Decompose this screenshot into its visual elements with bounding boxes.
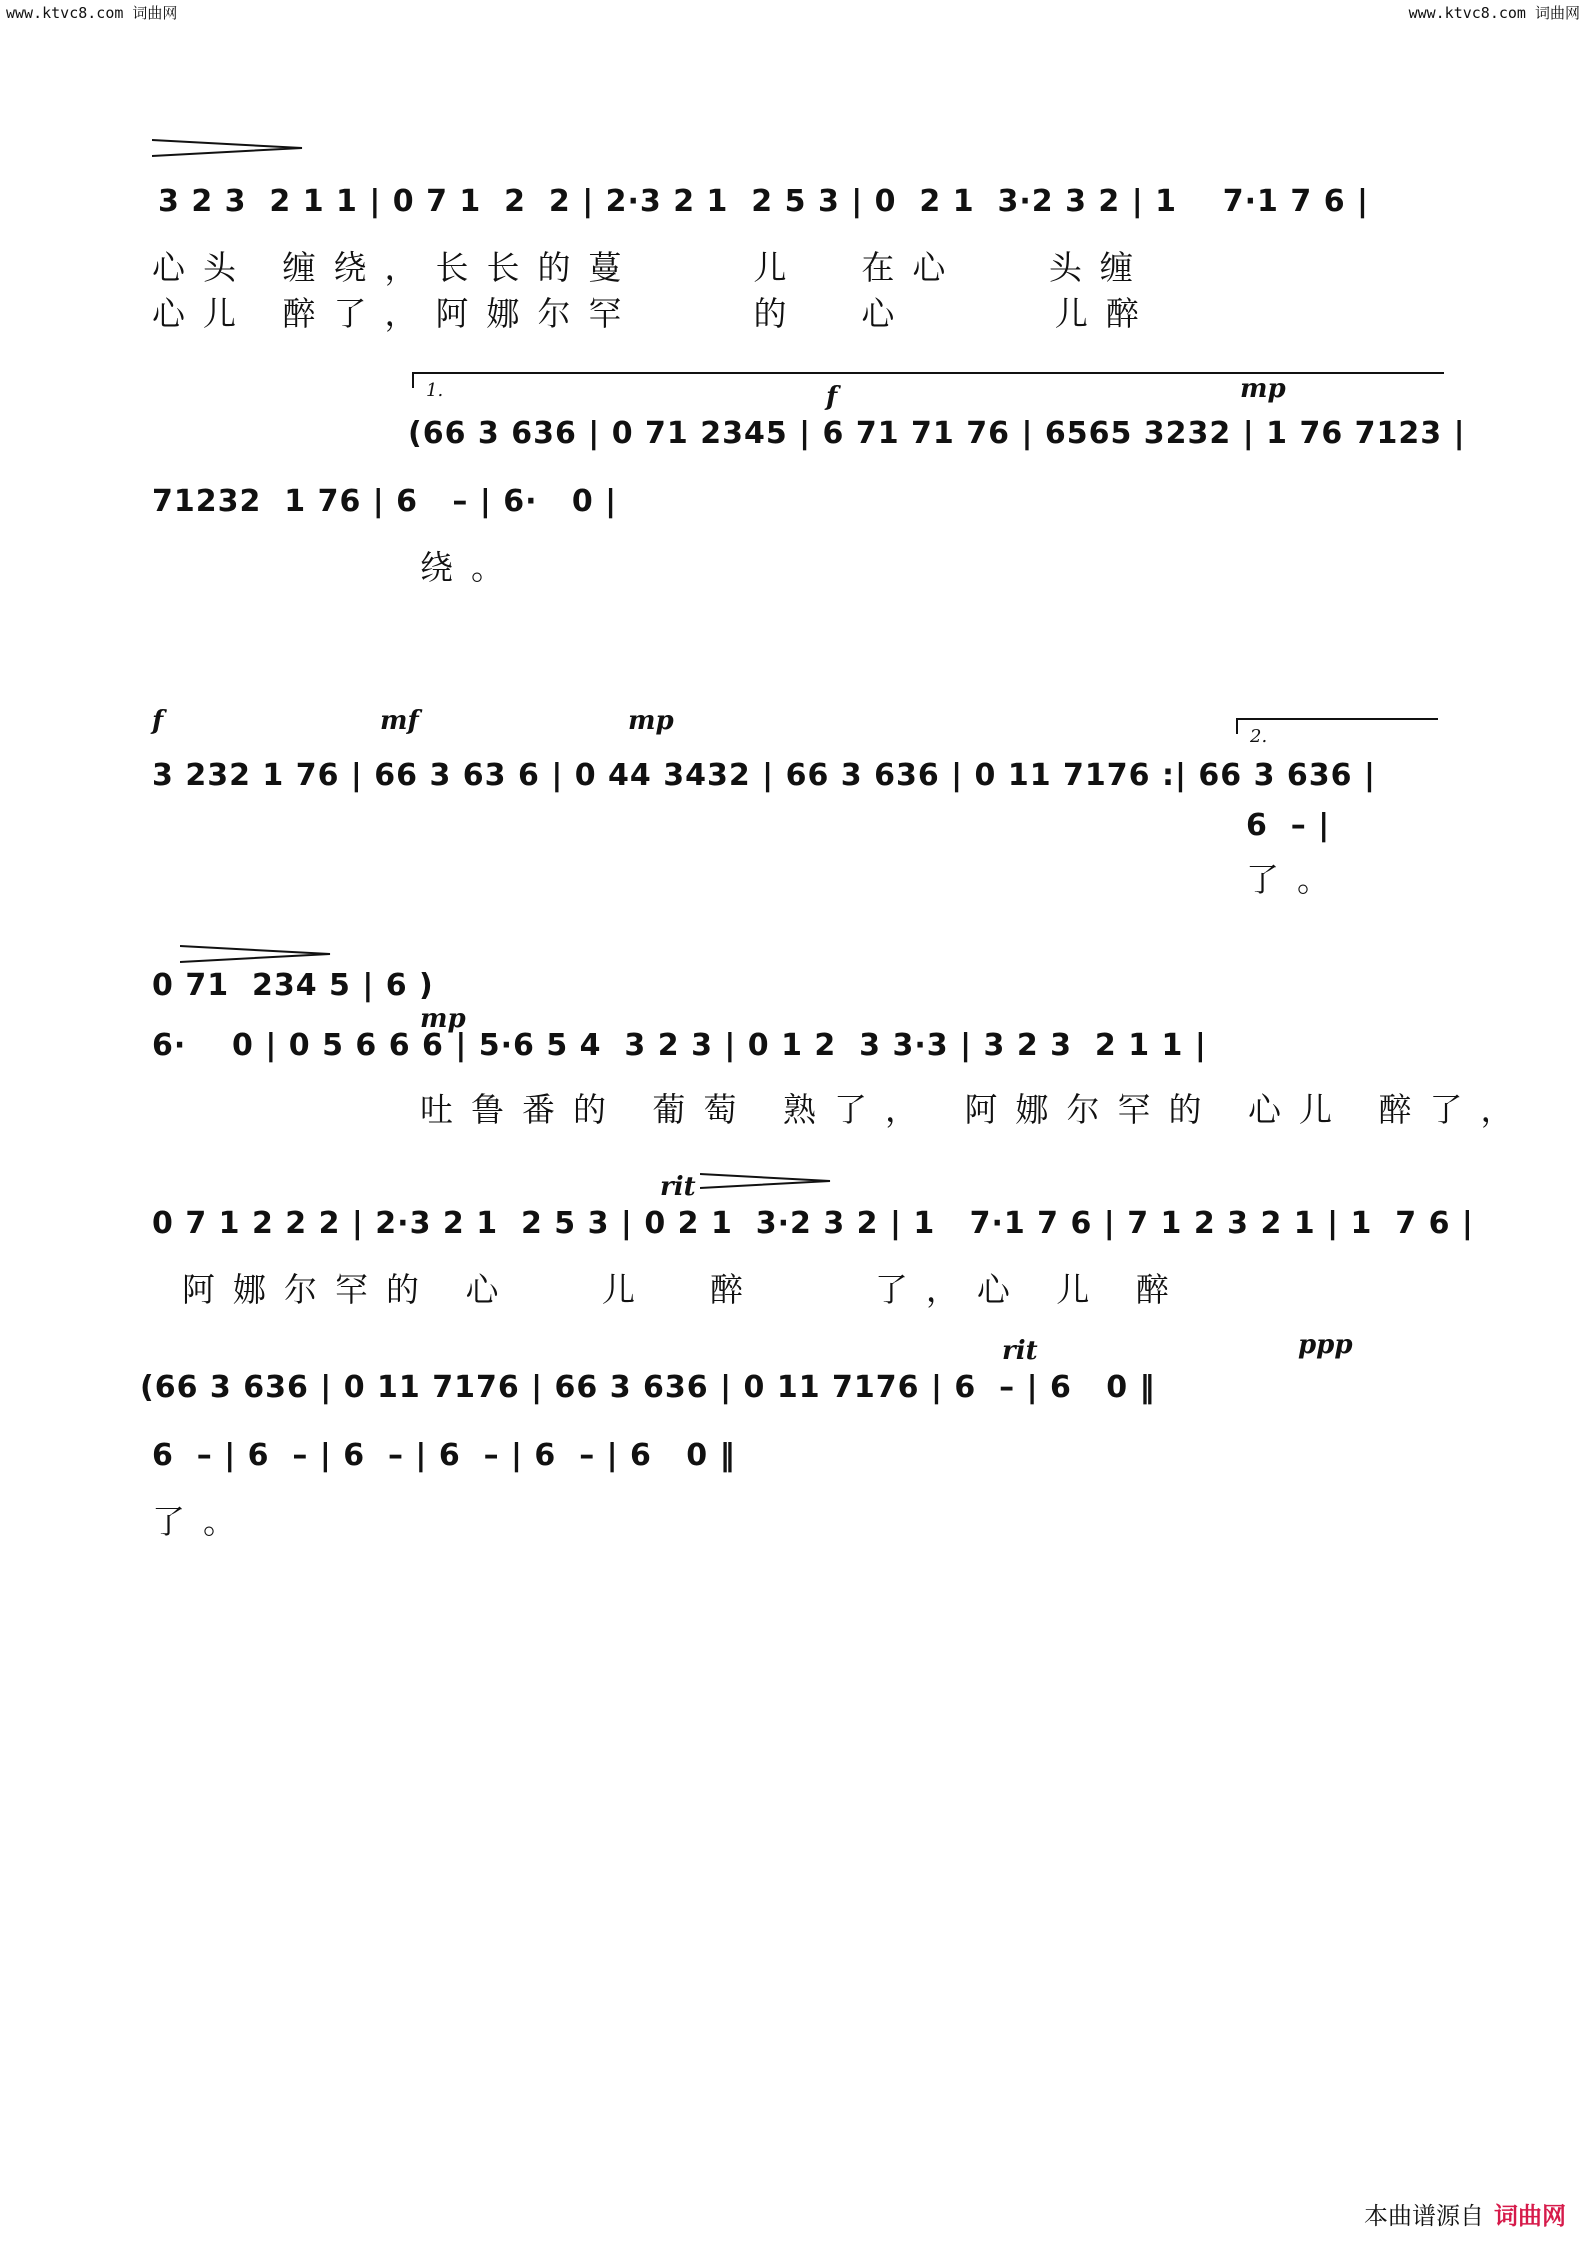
footer-text: 本曲谱源自 — [1364, 2202, 1484, 2230]
notes: 6 – | 6 – | 6 – | 6 – | 6 – | 6 0 ‖ — [152, 1438, 736, 1473]
dynamic-rit: rit — [660, 1172, 696, 1202]
notes: 6· 0 | 0 5 6 6 6 | 5·6 5 4 3 2 3 | 0 1 2 3 3·3 | 3 2 3 2 1 1 | — [152, 1028, 1207, 1063]
lyrics-verse-1: 心头 缠绕，长长的蔓 儿 在心 头缠 — [152, 248, 1151, 287]
notes: 3 2 3 2 1 1 | 0 7 1 2 2 | 2·3 2 1 2 5 3 | 0 2 1 3·2 3 2 | 1 7·1 7 6 | — [158, 184, 1369, 219]
decrescendo-hairpin — [700, 1170, 840, 1198]
dynamic-mp: mp — [1240, 374, 1286, 404]
lyrics-verse-1: 了。 — [1246, 860, 1348, 899]
notes-lower: 6 – | — [1246, 808, 1331, 843]
dynamic-ppp: ppp — [1298, 1330, 1353, 1360]
notes-lower: 71232 1 76 | 6 – | 6· 0 | — [152, 484, 618, 519]
dynamic-mp: mp — [628, 706, 674, 736]
lyrics-verse-1: 阿娜尔罕的 心 儿 醉 了，心 儿 醉 — [182, 1270, 1187, 1309]
dynamic-f: f — [826, 382, 838, 412]
header-right: www.ktvc8.com 词曲网 — [1408, 4, 1580, 22]
footer-brand-link[interactable]: 词曲网 — [1494, 2202, 1566, 2230]
dynamic-f: f — [152, 706, 164, 736]
lyrics-verse-1: 吐鲁番的 葡萄 熟了， 阿娜尔罕的 心儿 醉了， — [420, 1090, 1532, 1129]
notes: 0 7 1 2 2 2 | 2·3 2 1 2 5 3 | 0 2 1 3·2 3 2 | 1 7·1 7 6 | 7 1 2 3 2 1 | 1 7 6 | — [152, 1206, 1474, 1241]
notes-upper: (66 3 636 | 0 11 7176 | 66 3 636 | 0 11 7176 | 6 – | 6 0 ‖ — [140, 1370, 1156, 1405]
dynamic-mf: mf — [380, 706, 419, 736]
notes-upper: 0 71 234 5 | 6 ) — [152, 968, 434, 1003]
lyrics-verse-1: 了。 — [152, 1502, 254, 1541]
lyrics-verse-2: 心儿 醉了，阿娜尔罕 的 心 儿醉 — [152, 294, 1157, 333]
dynamic-rit: rit — [1002, 1336, 1038, 1366]
volta-1: 1. — [412, 372, 1444, 388]
decrescendo-hairpin — [152, 136, 312, 166]
lyrics-verse-1: 绕。 — [420, 548, 522, 587]
notes: 3 232 1 76 | 66 3 63 6 | 0 44 3432 | 66 3 636 | 0 11 7176 :| 66 3 636 | — [152, 758, 1376, 793]
footer — [1364, 2196, 1566, 2231]
volta-2: 2. — [1236, 718, 1438, 734]
notes-upper: (66 3 636 | 0 71 2345 | 6 71 71 76 | 6565 3232 | 1 76 7123 | — [408, 416, 1466, 451]
header-left: www.ktvc8.com 词曲网 — [6, 4, 178, 22]
dynamic-mp: mp — [420, 1004, 466, 1034]
